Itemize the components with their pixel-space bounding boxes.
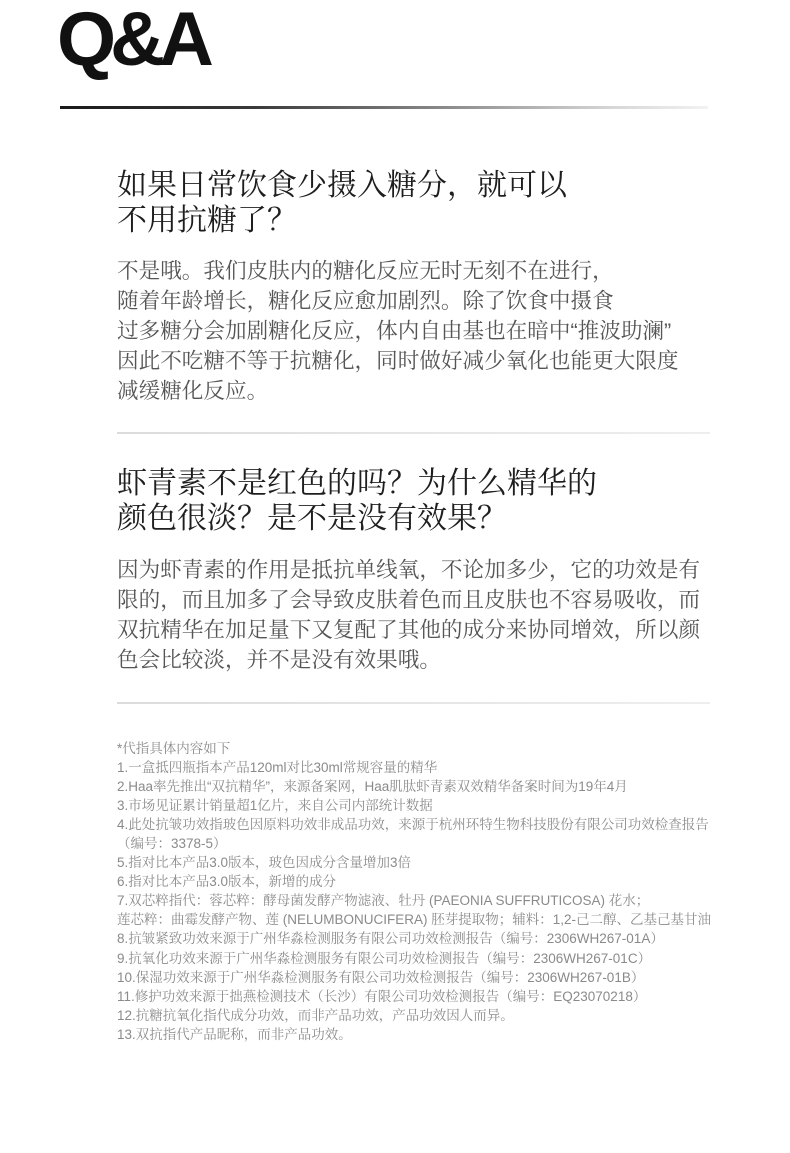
answer-2-line-1: 因为虾青素的作用是抵抗单线氧，不论加多少，它的功效是有 bbox=[117, 557, 701, 582]
answer-2-line-4: 色会比较淡，并不是没有效果哦。 bbox=[117, 647, 441, 672]
question-1-line-2: 不用抗糖了？ bbox=[117, 203, 297, 237]
footnote-1 bbox=[117, 758, 711, 777]
page-title: Q&A bbox=[57, 0, 208, 82]
footnote-11 bbox=[117, 987, 711, 1006]
footnote-7-line-1: 7.双芯粹指代：蓉芯粹：酵母菌发酵产物滤液、牡丹 (PAEONIA SUFFRUTICOSA) 花水； bbox=[117, 893, 650, 909]
footnote-13 bbox=[117, 1025, 711, 1044]
footnotes bbox=[117, 739, 711, 1045]
question-2-line-1: 虾青素不是红色的吗？为什么精华的 bbox=[117, 466, 597, 500]
answer-2 bbox=[117, 555, 700, 675]
footnote-13-line-1: 13.双抗指代产品昵称，而非产品功效。 bbox=[117, 1026, 352, 1042]
footnote-2 bbox=[117, 777, 711, 796]
footnote-7-line-2: 莲芯粹：曲霉发酵产物、莲 (NELUMBONUCIFERA) 胚芽提取物；辅料：1,2-己二醇、乙基己基甘油 bbox=[117, 912, 712, 928]
footnote-4-line-2: （编号：3378-5） bbox=[117, 835, 227, 851]
footnote-8 bbox=[117, 929, 711, 948]
question-2 bbox=[117, 466, 597, 536]
footnote-4-line-1: 4.此处抗皱功效指玻色因原料功效非成品功效，来源于杭州环特生物科技股份有限公司功效检查报告 bbox=[117, 816, 709, 832]
footnote-2-line-1: 2.Haa率先推出“双抗精华”，来源备案网，Haa肌肽虾青素双效精华备案时间为19年4月 bbox=[117, 778, 628, 794]
footnote-10-line-1: 10.保湿功效来源于广州华淼检测服务有限公司功效检测报告（编号：2306WH267-01B） bbox=[117, 969, 645, 985]
footnote-intro: *代指具体内容如下 bbox=[117, 740, 231, 756]
footnote-9-line-1: 9.抗氧化功效来源于广州华淼检测服务有限公司功效检测报告（编号：2306WH267-01C） bbox=[117, 950, 652, 966]
answer-2-line-3: 双抗精华在加足量下又复配了其他的成分来协同增效，所以颜 bbox=[117, 617, 701, 642]
answer-1-line-1: 不是哦。我们皮肤内的糖化反应无时无刻不在进行， bbox=[117, 258, 614, 283]
question-1 bbox=[117, 168, 567, 238]
footnote-3 bbox=[117, 796, 711, 815]
question-1-line-1: 如果日常饮食少摄入糖分，就可以 bbox=[117, 168, 567, 202]
footnote-11-line-1: 11.修护功效来源于拙燕检测技术（长沙）有限公司功效检测报告（编号：EQ23070218） bbox=[117, 988, 647, 1004]
footnote-10 bbox=[117, 968, 711, 987]
answer-1-line-5: 减缓糖化反应。 bbox=[117, 378, 269, 403]
answer-1-line-3: 过多糖分会加剧糖化反应，体内自由基也在暗中“推波助澜” bbox=[117, 318, 672, 343]
footnote-7 bbox=[117, 891, 711, 929]
footnote-8-line-1: 8.抗皱紧致功效来源于广州华淼检测服务有限公司功效检测报告（编号：2306WH267-01A） bbox=[117, 931, 664, 947]
section-divider-2 bbox=[117, 702, 710, 704]
footnote-12-line-1: 12.抗糖抗氧化指代成分功效，而非产品功效，产品功效因人而异。 bbox=[117, 1007, 514, 1023]
footnote-1-line-1: 1.一盒抵四瓶指本产品120ml对比30ml常规容量的精华 bbox=[117, 759, 438, 775]
footnote-6-line-1: 6.指对比本产品3.0版本，新增的成分 bbox=[117, 874, 337, 890]
title-divider bbox=[60, 106, 708, 109]
answer-1-line-2: 随着年龄增长，糖化反应愈加剧烈。除了饮食中摄食 bbox=[117, 288, 614, 313]
footnote-12 bbox=[117, 1006, 711, 1025]
footnote-9 bbox=[117, 949, 711, 968]
footnote-4 bbox=[117, 815, 711, 853]
footnote-5 bbox=[117, 853, 711, 872]
footnote-3-line-1: 3.市场见证累计销量超1亿片，来自公司内部统计数据 bbox=[117, 797, 433, 813]
question-2-line-2: 颜色很淡？是不是没有效果？ bbox=[117, 501, 507, 535]
answer-1-line-4: 因此不吃糖不等于抗糖化，同时做好减少氧化也能更大限度 bbox=[117, 348, 679, 373]
footnote-5-line-1: 5.指对比本产品3.0版本，玻色因成分含量增加3倍 bbox=[117, 855, 412, 871]
footnote-6 bbox=[117, 872, 711, 891]
answer-1 bbox=[117, 256, 678, 406]
answer-2-line-2: 限的，而且加多了会导致皮肤着色而且皮肤也不容易吸收，而 bbox=[117, 587, 701, 612]
section-divider-1 bbox=[117, 432, 710, 434]
